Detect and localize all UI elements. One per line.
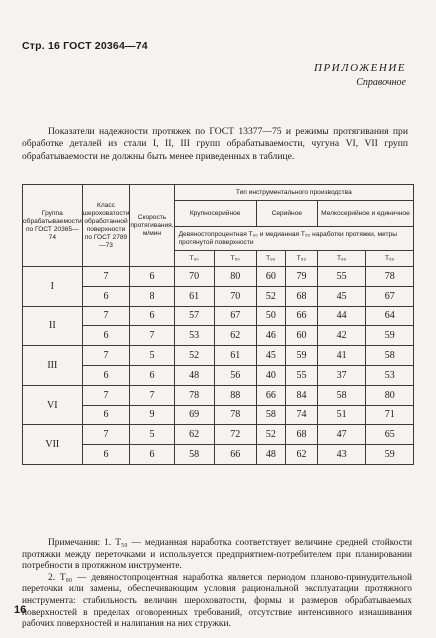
- col-group-header: Группа обрабатываемости по ГОСТ 20365—74: [23, 185, 83, 267]
- group-cell: III: [23, 346, 83, 386]
- value-cell: 58: [317, 385, 365, 405]
- notes: [22, 538, 412, 631]
- value-cell: 64: [366, 306, 414, 326]
- speed-cell: 6: [130, 445, 174, 465]
- value-cell: 59: [366, 326, 414, 346]
- speed-cell: 5: [130, 346, 174, 366]
- value-cell: 68: [286, 286, 318, 306]
- value-cell: 58: [366, 346, 414, 366]
- value-cell: 88: [214, 385, 256, 405]
- production-type-header: Тип инструментального производства: [174, 185, 413, 201]
- speed-cell: 6: [130, 267, 174, 287]
- value-cell: 59: [366, 445, 414, 465]
- intro-paragraph: Показатели надежности протяжек по ГОСТ 13377—75 и режимы протягивания при обработке деталей из стали I, II, III групп обрабатываемости, чугуна VI, VII групп обрабатываемости не должны быть менее приведенных в таблице.: [22, 126, 408, 162]
- prod-small-header: Мелкосерийное и единичное: [317, 201, 413, 227]
- class-cell: 6: [82, 365, 130, 385]
- value-cell: 45: [256, 346, 285, 366]
- value-cell: 70: [214, 286, 256, 306]
- speed-cell: 7: [130, 385, 174, 405]
- speed-cell: 5: [130, 425, 174, 445]
- table-row: [23, 385, 414, 405]
- value-cell: 43: [317, 445, 365, 465]
- value-cell: 52: [256, 286, 285, 306]
- class-cell: 6: [82, 405, 130, 425]
- value-cell: 80: [214, 267, 256, 287]
- speed-cell: 8: [130, 286, 174, 306]
- value-cell: 45: [317, 286, 365, 306]
- value-cell: 58: [256, 405, 285, 425]
- value-cell: 47: [317, 425, 365, 445]
- value-cell: 48: [174, 365, 214, 385]
- value-cell: 67: [214, 306, 256, 326]
- sub-header-cell: T₉₀: [174, 251, 214, 267]
- value-cell: 78: [174, 385, 214, 405]
- group-cell: VI: [23, 385, 83, 425]
- value-cell: 72: [214, 425, 256, 445]
- value-cell: 48: [256, 445, 285, 465]
- value-cell: 46: [256, 326, 285, 346]
- table-row: [23, 306, 414, 326]
- table-row: [23, 267, 414, 287]
- value-cell: 70: [174, 267, 214, 287]
- value-cell: 53: [366, 365, 414, 385]
- class-cell: 6: [82, 286, 130, 306]
- value-cell: 42: [317, 326, 365, 346]
- value-cell: 40: [256, 365, 285, 385]
- speed-cell: 6: [130, 365, 174, 385]
- value-cell: 74: [286, 405, 318, 425]
- class-cell: 7: [82, 306, 130, 326]
- class-cell: 7: [82, 267, 130, 287]
- speed-cell: 6: [130, 306, 174, 326]
- group-cell: I: [23, 267, 83, 307]
- value-cell: 41: [317, 346, 365, 366]
- value-cell: 52: [174, 346, 214, 366]
- value-cell: 61: [174, 286, 214, 306]
- group-cell: VII: [23, 425, 83, 465]
- value-cell: 80: [366, 385, 414, 405]
- value-cell: 66: [256, 385, 285, 405]
- prod-large-header: Крупносерийное: [174, 201, 256, 227]
- value-cell: 69: [174, 405, 214, 425]
- speed-cell: 7: [130, 326, 174, 346]
- class-cell: 7: [82, 346, 130, 366]
- value-cell: 84: [286, 385, 318, 405]
- value-cell: 56: [214, 365, 256, 385]
- prod-serial-header: Серийное: [256, 201, 317, 227]
- reliability-table: [22, 184, 414, 465]
- value-cell: 57: [174, 306, 214, 326]
- sub-header-cell: T₉₀: [256, 251, 285, 267]
- value-cell: 51: [317, 405, 365, 425]
- value-cell: 62: [214, 326, 256, 346]
- appendix-subtitle: Справочное: [356, 77, 406, 88]
- col-speed-header: Скорость протягивания, м/мин: [130, 185, 174, 267]
- value-cell: 71: [366, 405, 414, 425]
- sub-header-cell: T₅₀: [286, 251, 318, 267]
- value-cell: 55: [317, 267, 365, 287]
- value-cell: 66: [214, 445, 256, 465]
- table-row: [23, 346, 414, 366]
- class-cell: 6: [82, 445, 130, 465]
- appendix-title: ПРИЛОЖЕНИЕ: [314, 62, 406, 74]
- page-number: 16: [14, 604, 27, 616]
- appendix-label: [314, 62, 406, 88]
- value-cell: 65: [366, 425, 414, 445]
- sub-header-cell: T₅₀: [366, 251, 414, 267]
- class-cell: 7: [82, 425, 130, 445]
- value-cell: 61: [214, 346, 256, 366]
- sub-header-cell: T₉₀: [317, 251, 365, 267]
- class-cell: 7: [82, 385, 130, 405]
- group-cell: II: [23, 306, 83, 346]
- col-class-header: Класс шероховатости обработанной поверхности по ГОСТ 2789—73: [82, 185, 130, 267]
- value-cell: 50: [256, 306, 285, 326]
- note-2: 2. T₉₀ — девяностопроцентная наработка является периодом планово-принудительной переточки или замены, обеспечивающим условия рациональной эксплуатации протяжного инструмента: стабильность величин шероховатости, формы и размеров обрабатываемых поверхностей в пределах оговоренных требований, отсутствие интенсивного изнашивания рабочих поверхностей и налипания на них стружки.: [22, 572, 412, 630]
- value-cell: 68: [286, 425, 318, 445]
- note-1: Примечания: 1. T₅₀ — медианная наработка соответствует величине средней стойкости протяжки между переточками и используется предприятием-потребителем при планировании потребности в протяжном инструменте.: [22, 538, 412, 572]
- value-cell: 67: [366, 286, 414, 306]
- speed-cell: 9: [130, 405, 174, 425]
- page-header: Стр. 16 ГОСТ 20364—74: [22, 40, 148, 52]
- value-cell: 44: [317, 306, 365, 326]
- value-cell: 53: [174, 326, 214, 346]
- value-cell: 78: [214, 405, 256, 425]
- sub-header-cell: T₅₀: [214, 251, 256, 267]
- value-cell: 55: [286, 365, 318, 385]
- table-row: [23, 425, 414, 445]
- value-cell: 78: [366, 267, 414, 287]
- reliability-header: Девяностопроцентная T₉₀ и медианная T₅₀ наработки протяжки, метры протянутой поверхности: [174, 227, 413, 251]
- value-cell: 58: [174, 445, 214, 465]
- value-cell: 62: [286, 445, 318, 465]
- value-cell: 52: [256, 425, 285, 445]
- value-cell: 37: [317, 365, 365, 385]
- value-cell: 66: [286, 306, 318, 326]
- value-cell: 59: [286, 346, 318, 366]
- value-cell: 60: [256, 267, 285, 287]
- value-cell: 60: [286, 326, 318, 346]
- class-cell: 6: [82, 326, 130, 346]
- value-cell: 79: [286, 267, 318, 287]
- value-cell: 62: [174, 425, 214, 445]
